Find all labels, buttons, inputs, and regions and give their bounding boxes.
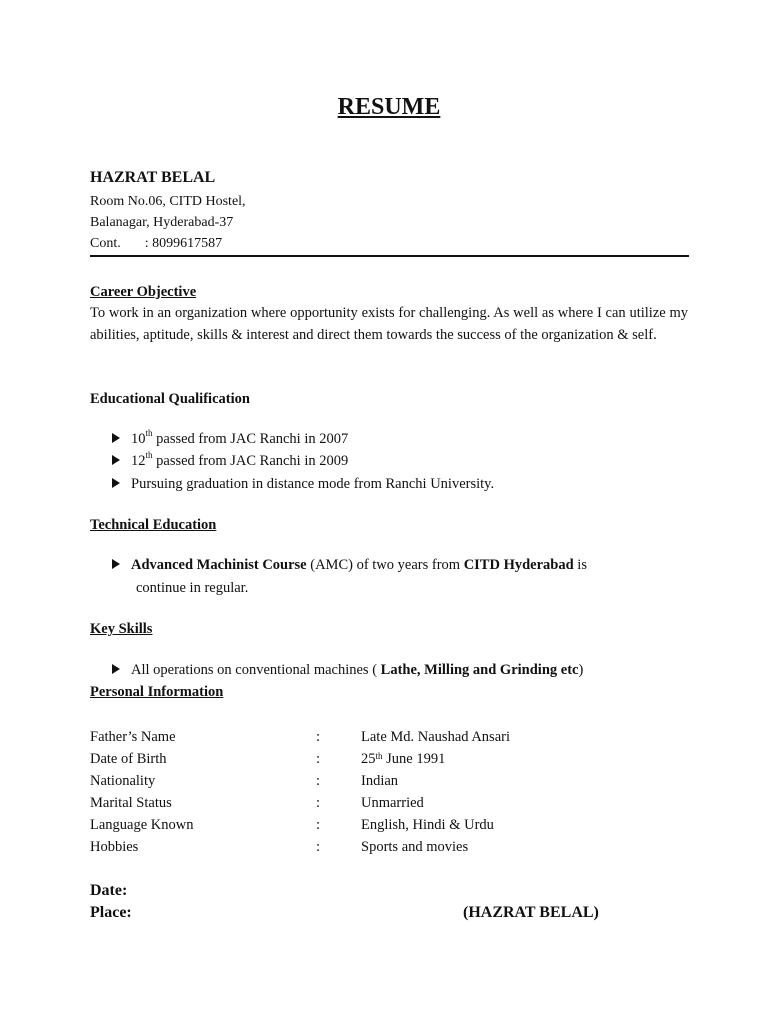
header-divider <box>90 255 689 257</box>
place-label: Place: <box>90 904 132 921</box>
skill-highlight: Lathe, Milling and Grinding etc <box>380 662 579 678</box>
education-item: 12th passed from JAC Ranchi in 2009 <box>112 453 348 470</box>
course-name: Advanced Machinist Course <box>131 557 307 573</box>
address-line-2: Balanagar, Hyderabad-37 <box>90 215 234 230</box>
signature-name: (HAZRAT BELAL) <box>463 904 599 921</box>
candidate-name: HAZRAT BELAL <box>90 169 216 186</box>
education-heading: Educational Qualification <box>90 391 250 407</box>
resume-page: RESUME HAZRAT BELAL Room No.06, CITD Hostel, Balanagar, Hyderabad-37 Cont. : 8099617587 Career Objective To work in an organization where opportunity exists for challenging. As well as where I can utilize my abilities, aptitude, skills & interest and direct them towards the success of the organization & self. Educational Qualification 10th passed from JAC Ranchi in 2007 12th passed from JAC Ranchi in 2009 Pursuing graduation in distance mode from Ranchi University. Technical Education Advanced Machinist Course (AMC) of two years from CITD Hyderabad is continue in regular. Key Skills All operations on conventional machines ( Lathe, Milling and Grinding etc) Personal Information Father’s Name : Late Md. Naushad Ansari Date of Birth : 25th June 1991 Nationality : Indian Marital Status : Unmarried Language Known : English, Hindi & Urdu Hobbies : Sports and movies Date: Place: (HAZRAT BELAL) <box>0 0 768 1024</box>
institute-name: CITD Hyderabad <box>463 557 574 573</box>
arrow-bullet-icon <box>112 455 120 465</box>
personal-information-heading: Personal Information <box>90 684 224 700</box>
technical-education-heading: Technical Education <box>90 517 217 533</box>
document-title: RESUME <box>337 94 441 120</box>
education-item: 10th passed from JAC Ranchi in 2007 <box>112 431 348 448</box>
contact-separator: : <box>144 236 149 251</box>
arrow-bullet-icon <box>112 478 120 488</box>
contact-label: Cont. <box>90 236 121 251</box>
contact-line <box>90 236 222 252</box>
key-skill-item: All operations on conventional machines ( Lathe, Milling and Grinding etc) <box>112 662 583 679</box>
contact-value: 8099617587 <box>152 236 223 251</box>
arrow-bullet-icon <box>112 433 120 443</box>
arrow-bullet-icon <box>112 664 120 674</box>
technical-education-continuation: continue in regular. <box>136 580 249 596</box>
career-objective-heading: Career Objective <box>90 284 197 300</box>
education-item: Pursuing graduation in distance mode from Ranchi University. <box>112 476 494 493</box>
date-label: Date: <box>90 882 128 899</box>
career-objective-text: To work in an organization where opportunity exists for challenging. As well as where I can utilize my abilities, aptitude, skills & interest and direct them towards the success of the organization & self. <box>90 305 688 343</box>
arrow-bullet-icon <box>112 559 120 569</box>
address-line-1: Room No.06, CITD Hostel, <box>90 194 246 209</box>
key-skills-heading: Key Skills <box>90 621 153 637</box>
technical-education-item: Advanced Machinist Course (AMC) of two years from CITD Hyderabad is <box>112 557 587 574</box>
